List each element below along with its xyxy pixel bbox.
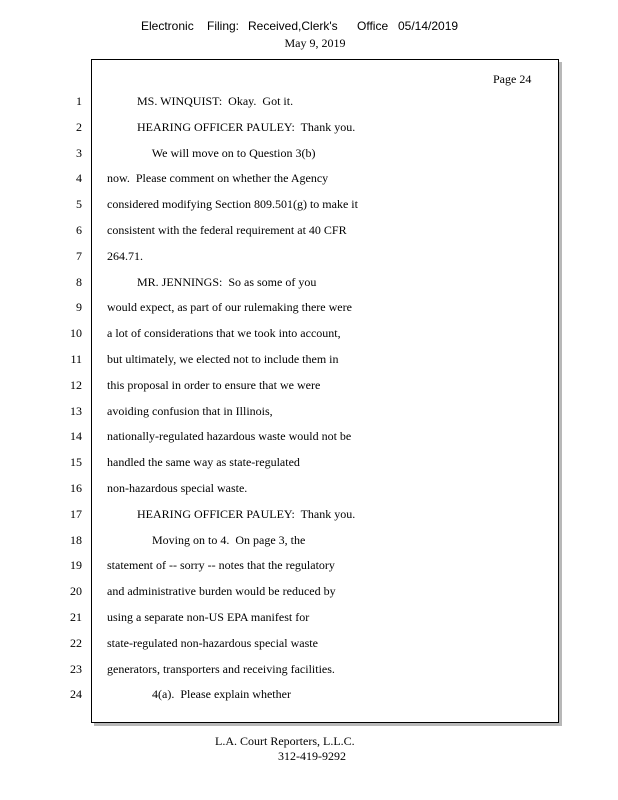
transcript-line: generators, transporters and receiving facilities. (107, 662, 335, 676)
line-number: 24 (70, 687, 82, 701)
transcript-line: handled the same way as state-regulated (107, 455, 300, 469)
line-number: 3 (76, 146, 82, 160)
line-number: 11 (70, 352, 82, 366)
line-number: 17 (70, 507, 82, 521)
transcript-line: would expect, as part of our rulemaking there were (107, 300, 352, 314)
line-number: 16 (70, 481, 82, 495)
transcript-line: consistent with the federal requirement at 40 CFR (107, 223, 347, 237)
transcript-line: this proposal in order to ensure that we were (107, 378, 321, 392)
filing-stamp-filing: Filing: (207, 19, 240, 33)
line-number: 10 (70, 326, 82, 340)
transcript-line: avoiding confusion that in Illinois, (107, 404, 273, 418)
page-number: Page 24 (493, 72, 532, 86)
line-number: 23 (70, 662, 82, 676)
line-number: 20 (70, 584, 82, 598)
line-number: 21 (70, 610, 82, 624)
transcript-line: MS. WINQUIST: Okay. Got it. (107, 94, 294, 108)
transcript-line: MR. JENNINGS: So as some of you (107, 275, 317, 289)
transcript-line: HEARING OFFICER PAULEY: Thank you. (107, 120, 356, 134)
line-number: 18 (70, 533, 82, 547)
transcript-line: statement of -- sorry -- notes that the regulatory (107, 558, 335, 572)
filing-stamp-date: 05/14/2019 (398, 19, 459, 33)
line-number: 9 (76, 300, 82, 314)
transcript-line: 4(a). Please explain whether (107, 687, 291, 701)
line-number: 22 (70, 636, 82, 650)
transcript-line: HEARING OFFICER PAULEY: Thank you. (107, 507, 356, 521)
document-date: May 9, 2019 (284, 36, 346, 50)
transcript-line: a lot of considerations that we took into account, (107, 326, 341, 340)
transcript-line: using a separate non-US EPA manifest for (107, 610, 310, 624)
line-number: 4 (76, 171, 82, 185)
line-number: 1 (76, 94, 82, 108)
transcript-line: nationally-regulated hazardous waste would not be (107, 429, 352, 443)
line-number: 13 (70, 404, 82, 418)
filing-stamp-electronic: Electronic (141, 19, 194, 33)
line-number: 14 (70, 429, 82, 443)
transcript-line: but ultimately, we elected not to include them in (107, 352, 339, 366)
transcript-line: now. Please comment on whether the Agency (107, 171, 329, 185)
transcript-line: state-regulated non-hazardous special waste (107, 636, 318, 650)
transcript-line: non-hazardous special waste. (107, 481, 248, 495)
transcript-line: Moving on to 4. On page 3, the (107, 533, 306, 547)
footer-company: L.A. Court Reporters, L.L.C. (215, 734, 355, 748)
transcript-line: considered modifying Section 809.501(g) to make it (107, 197, 358, 211)
filing-stamp-office: Office (357, 19, 389, 33)
line-number: 7 (76, 249, 82, 263)
footer-phone: 312-419-9292 (278, 749, 346, 763)
filing-stamp-received: Received,Clerk's (248, 19, 338, 33)
line-number: 15 (70, 455, 82, 469)
line-number: 6 (76, 223, 82, 237)
line-number: 5 (76, 197, 82, 211)
transcript-line: We will move on to Question 3(b) (107, 146, 316, 160)
line-number: 19 (70, 558, 82, 572)
line-number: 2 (76, 120, 82, 134)
transcript-line: 264.71. (107, 249, 143, 263)
filing-stamp (0, 19, 618, 35)
transcript-line: and administrative burden would be reduced by (107, 584, 336, 598)
line-number: 12 (70, 378, 82, 392)
line-number: 8 (76, 275, 82, 289)
